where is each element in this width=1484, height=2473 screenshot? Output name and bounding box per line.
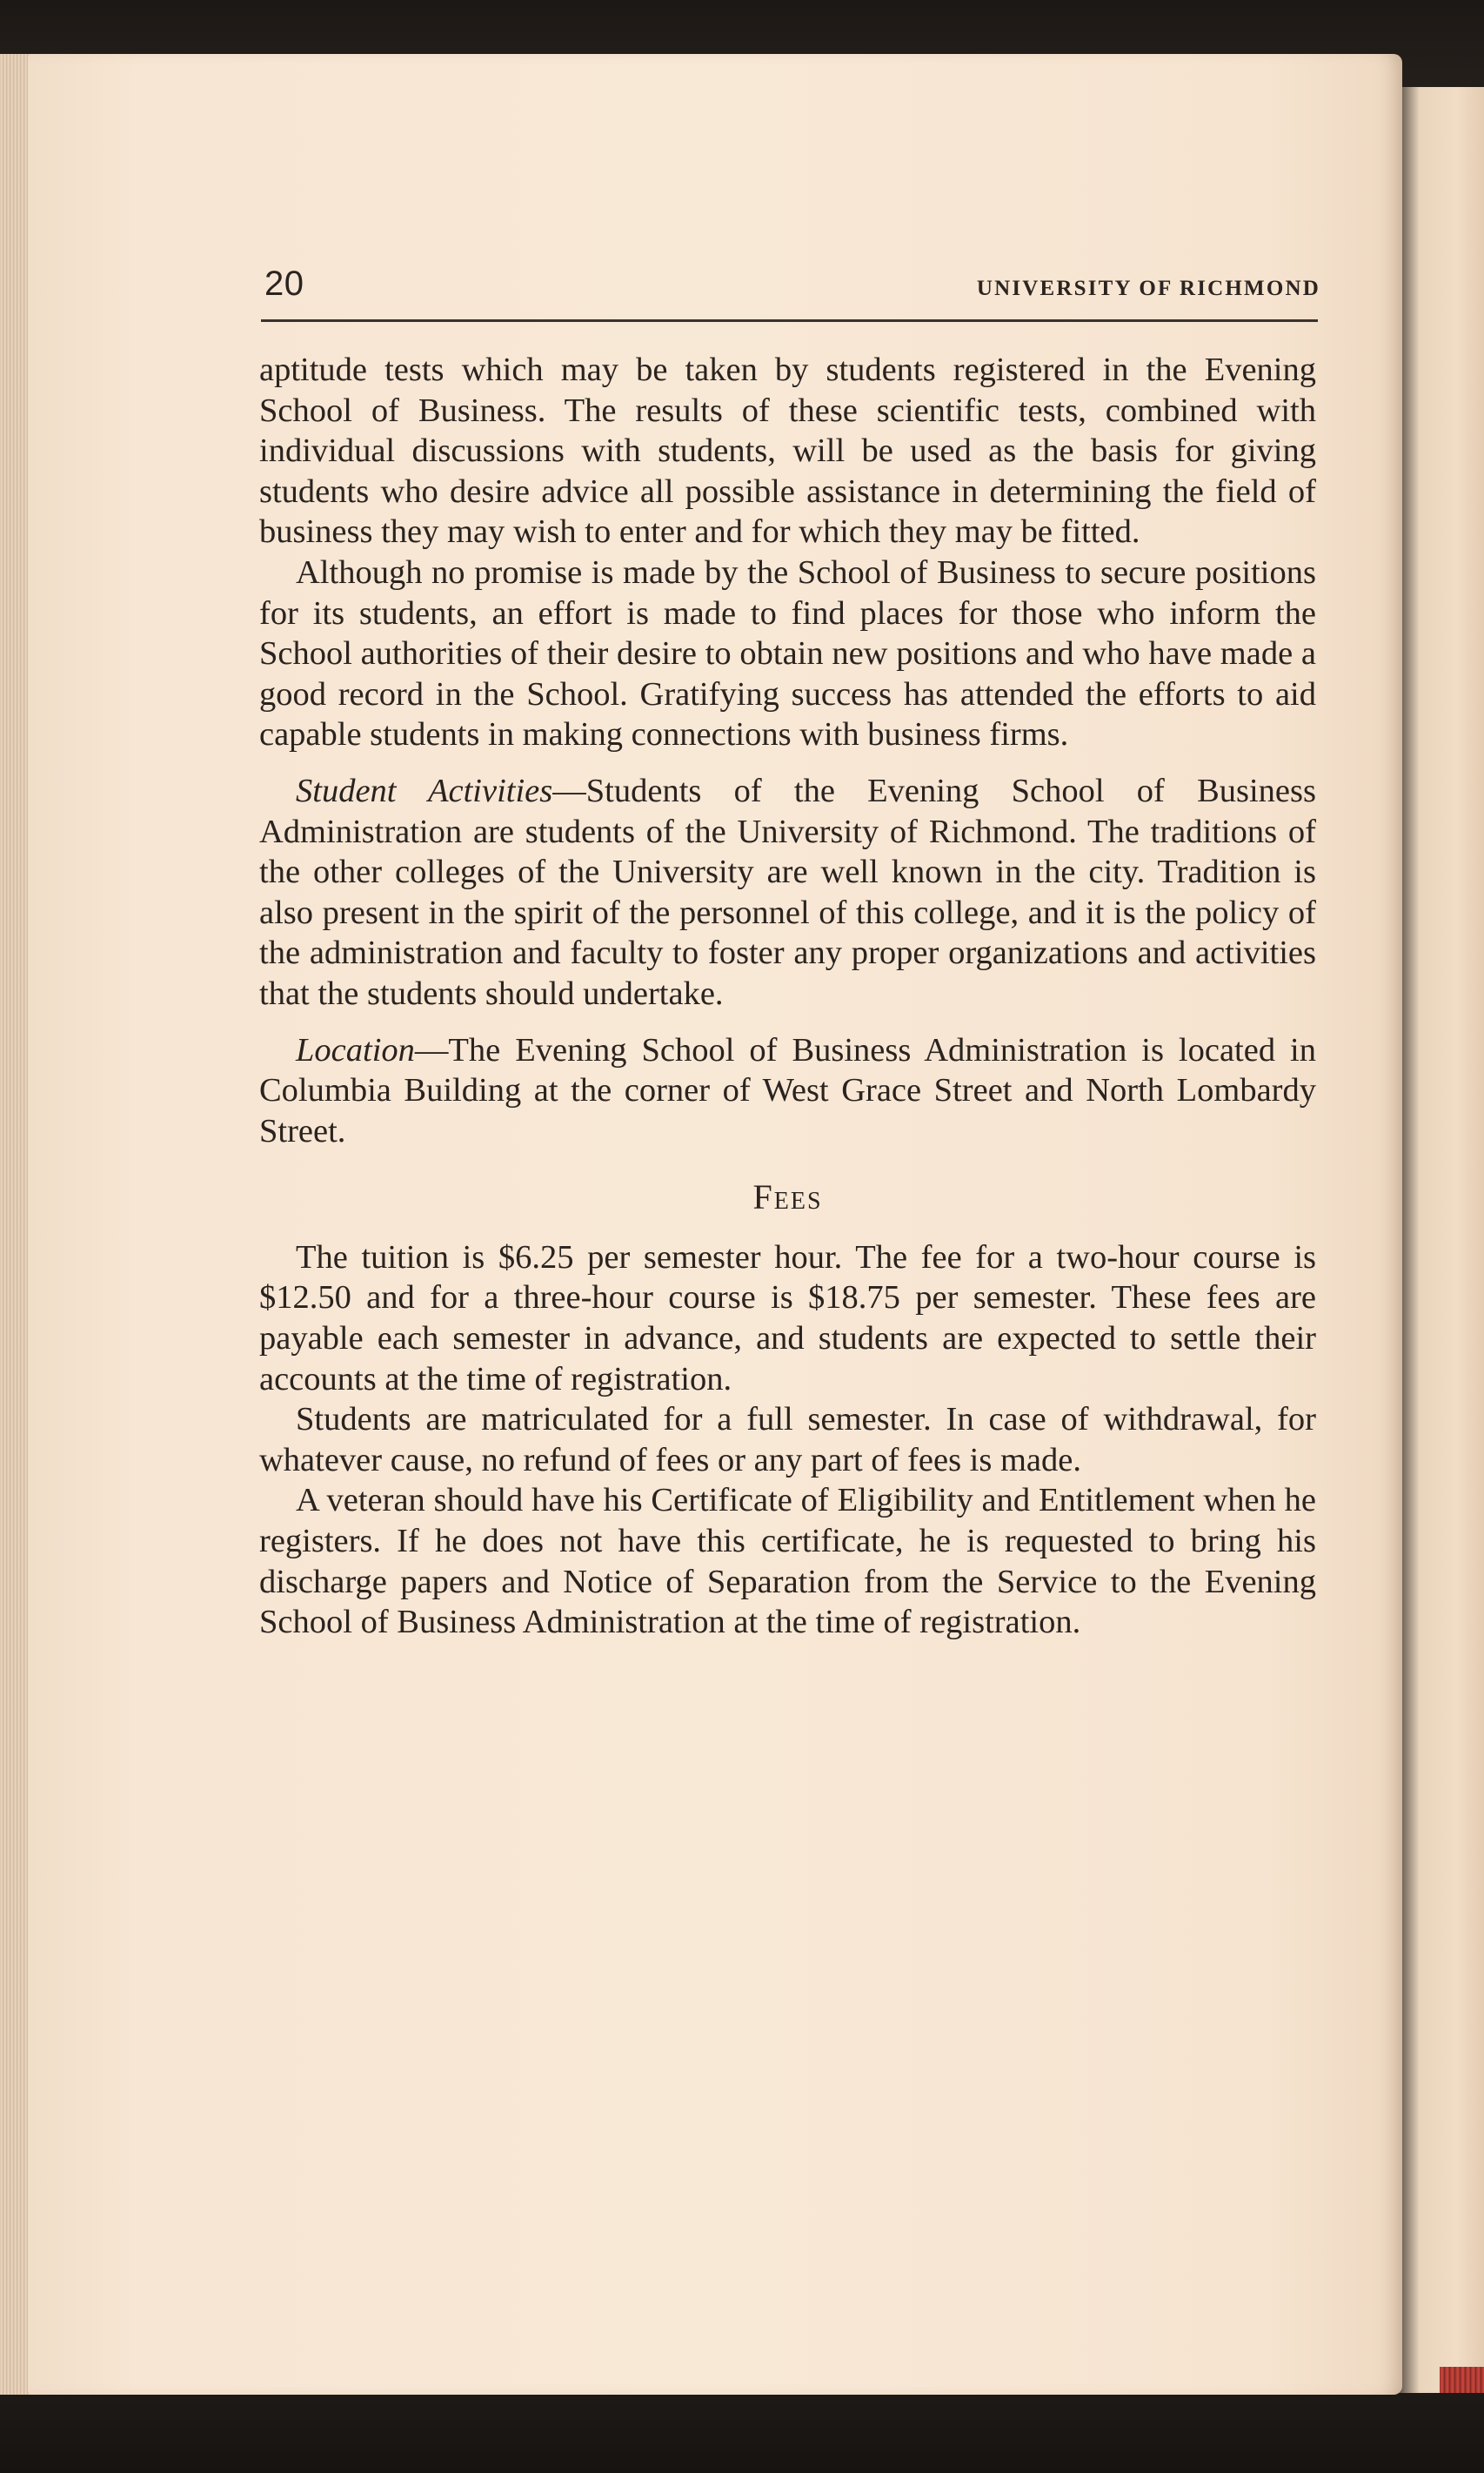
- location-text: —The Evening School of Business Administration is located in Columbia Building at the corner of West Grace Street and North Lombardy Street.: [259, 1031, 1316, 1149]
- location-heading: Location: [296, 1031, 415, 1069]
- paragraph-veteran: A veteran should have his Certificate of Eligibility and Entitlement when he registers. If he does not have this certificate, he is requested to bring his discharge papers and Notice of Separation from the Service to the Evening School of Business Administration at the time of registration.: [259, 1482, 1316, 1641]
- paragraph-positions: Although no promise is made by the School of Business to secure positions for its students, an effort is made to find places for those who inform the School authorities of their desire to obtain new positions and who have made a good record in the School. Gratifying success has attended the efforts to aid capable students in making connections with business firms.: [259, 553, 1316, 754]
- paragraph-tuition: The tuition is $6.25 per semester hour. The fee for a two-hour course is $12.50 and for a three-hour course is $18.75 per semester. These fees are payable each semester in advance, and students are expected to settle their accounts at the time of registration.: [259, 1238, 1316, 1397]
- body-text: [259, 350, 1316, 1643]
- header-rule: [261, 319, 1318, 322]
- paragraph-location: [259, 1030, 1316, 1152]
- page-number: 20: [264, 265, 304, 303]
- fees-heading: Fees: [752, 1177, 823, 1217]
- running-head: UNIVERSITY OF RICHMOND: [976, 277, 1320, 300]
- student-activities-text: —Students of the Evening School of Business Administration are students of the University of Richmond. The traditions of the other colleges of the University are well known in the city. Tradition is also present in the spirit of the personnel of this college, and it is the policy of the administration and faculty to foster any proper organizations and activities that the students should undertake.: [259, 772, 1316, 1012]
- paragraph-student-activities: [259, 771, 1316, 1015]
- next-page-red-edge: [1440, 2367, 1484, 2393]
- page-header: [237, 261, 1320, 322]
- paragraph-aptitude-tests: aptitude tests which may be taken by students registered in the Evening School of Business. The results of these scientific tests, combined with individual discussions with students, will be used as the basis for giving students who desire advice all possible assistance in determining the field of business they may wish to enter and for which they may be fitted.: [259, 352, 1316, 551]
- paragraph-withdrawal: Students are matriculated for a full semester. In case of withdrawal, for whatever cause, no refund of fees or any part of fees is made.: [259, 1401, 1316, 1478]
- student-activities-heading: Student Activities: [296, 772, 553, 809]
- next-page-edge: [1392, 87, 1484, 2393]
